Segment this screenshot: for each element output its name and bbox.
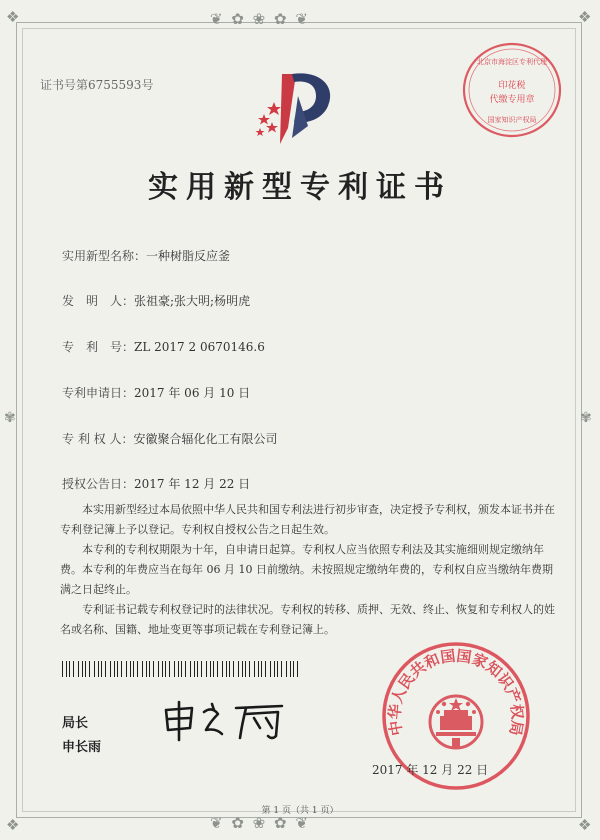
- barcode-bar: [130, 661, 131, 677]
- tax-seal-stamp: [460, 40, 564, 140]
- barcode-bar: [158, 661, 159, 677]
- barcode-bar: [114, 661, 115, 677]
- barcode-bar: [137, 661, 138, 677]
- field-grant-date: [62, 475, 250, 492]
- svg-text:北京市海淀区专利代理: 北京市海淀区专利代理: [477, 58, 547, 66]
- barcode-bar: [233, 661, 234, 677]
- field-value: 安徽聚合辐化化工有限公司: [133, 432, 278, 446]
- field-label: 专 利 权 人：: [62, 432, 134, 446]
- left-ornament-icon: ✾: [4, 410, 18, 426]
- barcode-icon: [62, 661, 300, 677]
- barcode-bar: [245, 661, 246, 677]
- barcode-bar: [261, 661, 262, 677]
- barcode-bar: [277, 661, 278, 677]
- field-utility-name: [62, 247, 230, 264]
- paragraph: 专利证书记载专利权登记时的法律状况。专利权的转移、质押、无效、终止、恢复和专利权人的姓名或名称、国籍、地址变更等事项记载在专利登记簿上。: [60, 603, 555, 636]
- corner-ornament-icon: ❖: [578, 816, 594, 834]
- barcode-bar: [110, 661, 111, 677]
- field-value: ZL 2017 2 0670146.6: [134, 340, 265, 354]
- barcode-bar: [78, 661, 79, 677]
- bottom-ornament-icon: ❦ ✿ ❀ ✿ ❦: [210, 814, 310, 832]
- barcode-bar: [210, 661, 211, 677]
- paragraph: 本专利的专利权期限为十年，自申请日起算。专利权人应当依照专利法及其实施细则规定缴纳年费。本专利的年费应当在每年 06 月 10 日前缴纳。未按照规定缴纳年费的，专利权自应当缴纳年费期满之日起终止。: [60, 543, 553, 596]
- barcode-bar: [242, 661, 243, 677]
- seal-date: 2017 年 12 月 22 日: [372, 763, 489, 777]
- right-ornament-icon: ✾: [580, 410, 594, 426]
- barcode-bar: [149, 661, 150, 677]
- field-value: 张祖豪;张大明;杨明虎: [134, 294, 251, 308]
- svg-text:代缴专用章: 代缴专用章: [489, 95, 535, 105]
- barcode-bar: [73, 661, 74, 677]
- barcode-bar: [297, 661, 298, 677]
- top-ornament-icon: ❦ ✿ ❀ ✿ ❦: [210, 10, 310, 28]
- director-name: 申长雨: [62, 740, 102, 755]
- barcode-bar: [126, 661, 127, 677]
- barcode-bar: [117, 661, 118, 677]
- barcode-bar: [133, 661, 134, 677]
- barcode-bar: [270, 661, 271, 677]
- barcode-bar: [165, 661, 166, 677]
- barcode-bar: [162, 661, 163, 677]
- svg-text:印花税: 印花税: [498, 81, 526, 91]
- barcode-bar: [254, 661, 255, 677]
- barcode-bar: [101, 661, 102, 677]
- paragraph: 本实用新型经过本局依照中华人民共和国专利法进行初步审查，决定授予专利权，颁发本证书并在专利登记簿上予以登记。专利权自授权公告之日起生效。: [60, 503, 555, 536]
- barcode-bar: [290, 661, 291, 677]
- barcode-bar: [105, 661, 106, 677]
- barcode-bar: [153, 661, 154, 677]
- barcode-bar: [213, 661, 214, 677]
- barcode-bar: [169, 661, 170, 677]
- barcode-bar: [286, 661, 287, 677]
- certificate-body: [60, 500, 560, 640]
- barcode-bar: [222, 661, 223, 677]
- barcode-bar: [142, 661, 143, 677]
- barcode-bar: [258, 661, 259, 677]
- svg-text:中华人民共和国国家知识产权局: 中华人民共和国国家知识产权局: [385, 646, 527, 737]
- barcode-bar: [281, 661, 282, 677]
- corner-ornament-icon: ❖: [6, 8, 22, 26]
- barcode-bar: [85, 661, 86, 677]
- barcode-bar: [146, 661, 147, 677]
- director-title: 局长: [62, 716, 89, 731]
- page-number: 第 1 页（共 1 页）: [261, 806, 339, 816]
- barcode-bar: [62, 661, 63, 677]
- barcode-bar: [98, 661, 99, 677]
- field-label: 授权公告日：: [62, 477, 135, 491]
- field-label: 实用新型名称：: [62, 249, 147, 263]
- barcode-bar: [82, 661, 83, 677]
- field-patent-no: [62, 338, 265, 355]
- barcode-bar: [238, 661, 239, 677]
- barcode-bar: [66, 661, 67, 677]
- field-inventor: [62, 292, 250, 309]
- field-filing-date: [62, 384, 250, 401]
- certificate-title: 实用新型专利证书: [148, 170, 452, 205]
- barcode-bar: [194, 661, 195, 677]
- cnipa-logo-icon: [252, 66, 338, 146]
- barcode-bar: [69, 661, 70, 677]
- director-signature: [160, 700, 290, 742]
- barcode-bar: [178, 661, 179, 677]
- field-label: 发 明 人：: [62, 294, 135, 308]
- barcode-bar: [89, 661, 90, 677]
- barcode-bar: [265, 661, 266, 677]
- barcode-bar: [197, 661, 198, 677]
- barcode-bar: [293, 661, 294, 677]
- barcode-bar: [274, 661, 275, 677]
- barcode-bar: [185, 661, 186, 677]
- barcode-bar: [121, 661, 122, 677]
- barcode-bar: [229, 661, 230, 677]
- barcode-bar: [249, 661, 250, 677]
- barcode-bar: [217, 661, 218, 677]
- barcode-bar: [226, 661, 227, 677]
- field-value: 一种树脂反应釜: [146, 249, 231, 263]
- barcode-bar: [94, 661, 95, 677]
- corner-ornament-icon: ❖: [578, 8, 594, 26]
- barcode-bar: [201, 661, 202, 677]
- corner-ornament-icon: ❖: [6, 816, 22, 834]
- barcode-bar: [206, 661, 207, 677]
- field-value: 2017 年 12 月 22 日: [134, 477, 251, 491]
- barcode-bar: [181, 661, 182, 677]
- barcode-bar: [190, 661, 191, 677]
- certificate-number: 证书号第6755593号: [40, 78, 154, 92]
- field-value: 2017 年 06 月 10 日: [134, 386, 251, 400]
- svg-text:国家知识产权局: 国家知识产权局: [487, 116, 537, 124]
- field-label: 专 利 号：: [62, 340, 135, 354]
- field-patentee: [62, 430, 277, 447]
- field-label: 专利申请日：: [62, 386, 135, 400]
- barcode-bar: [174, 661, 175, 677]
